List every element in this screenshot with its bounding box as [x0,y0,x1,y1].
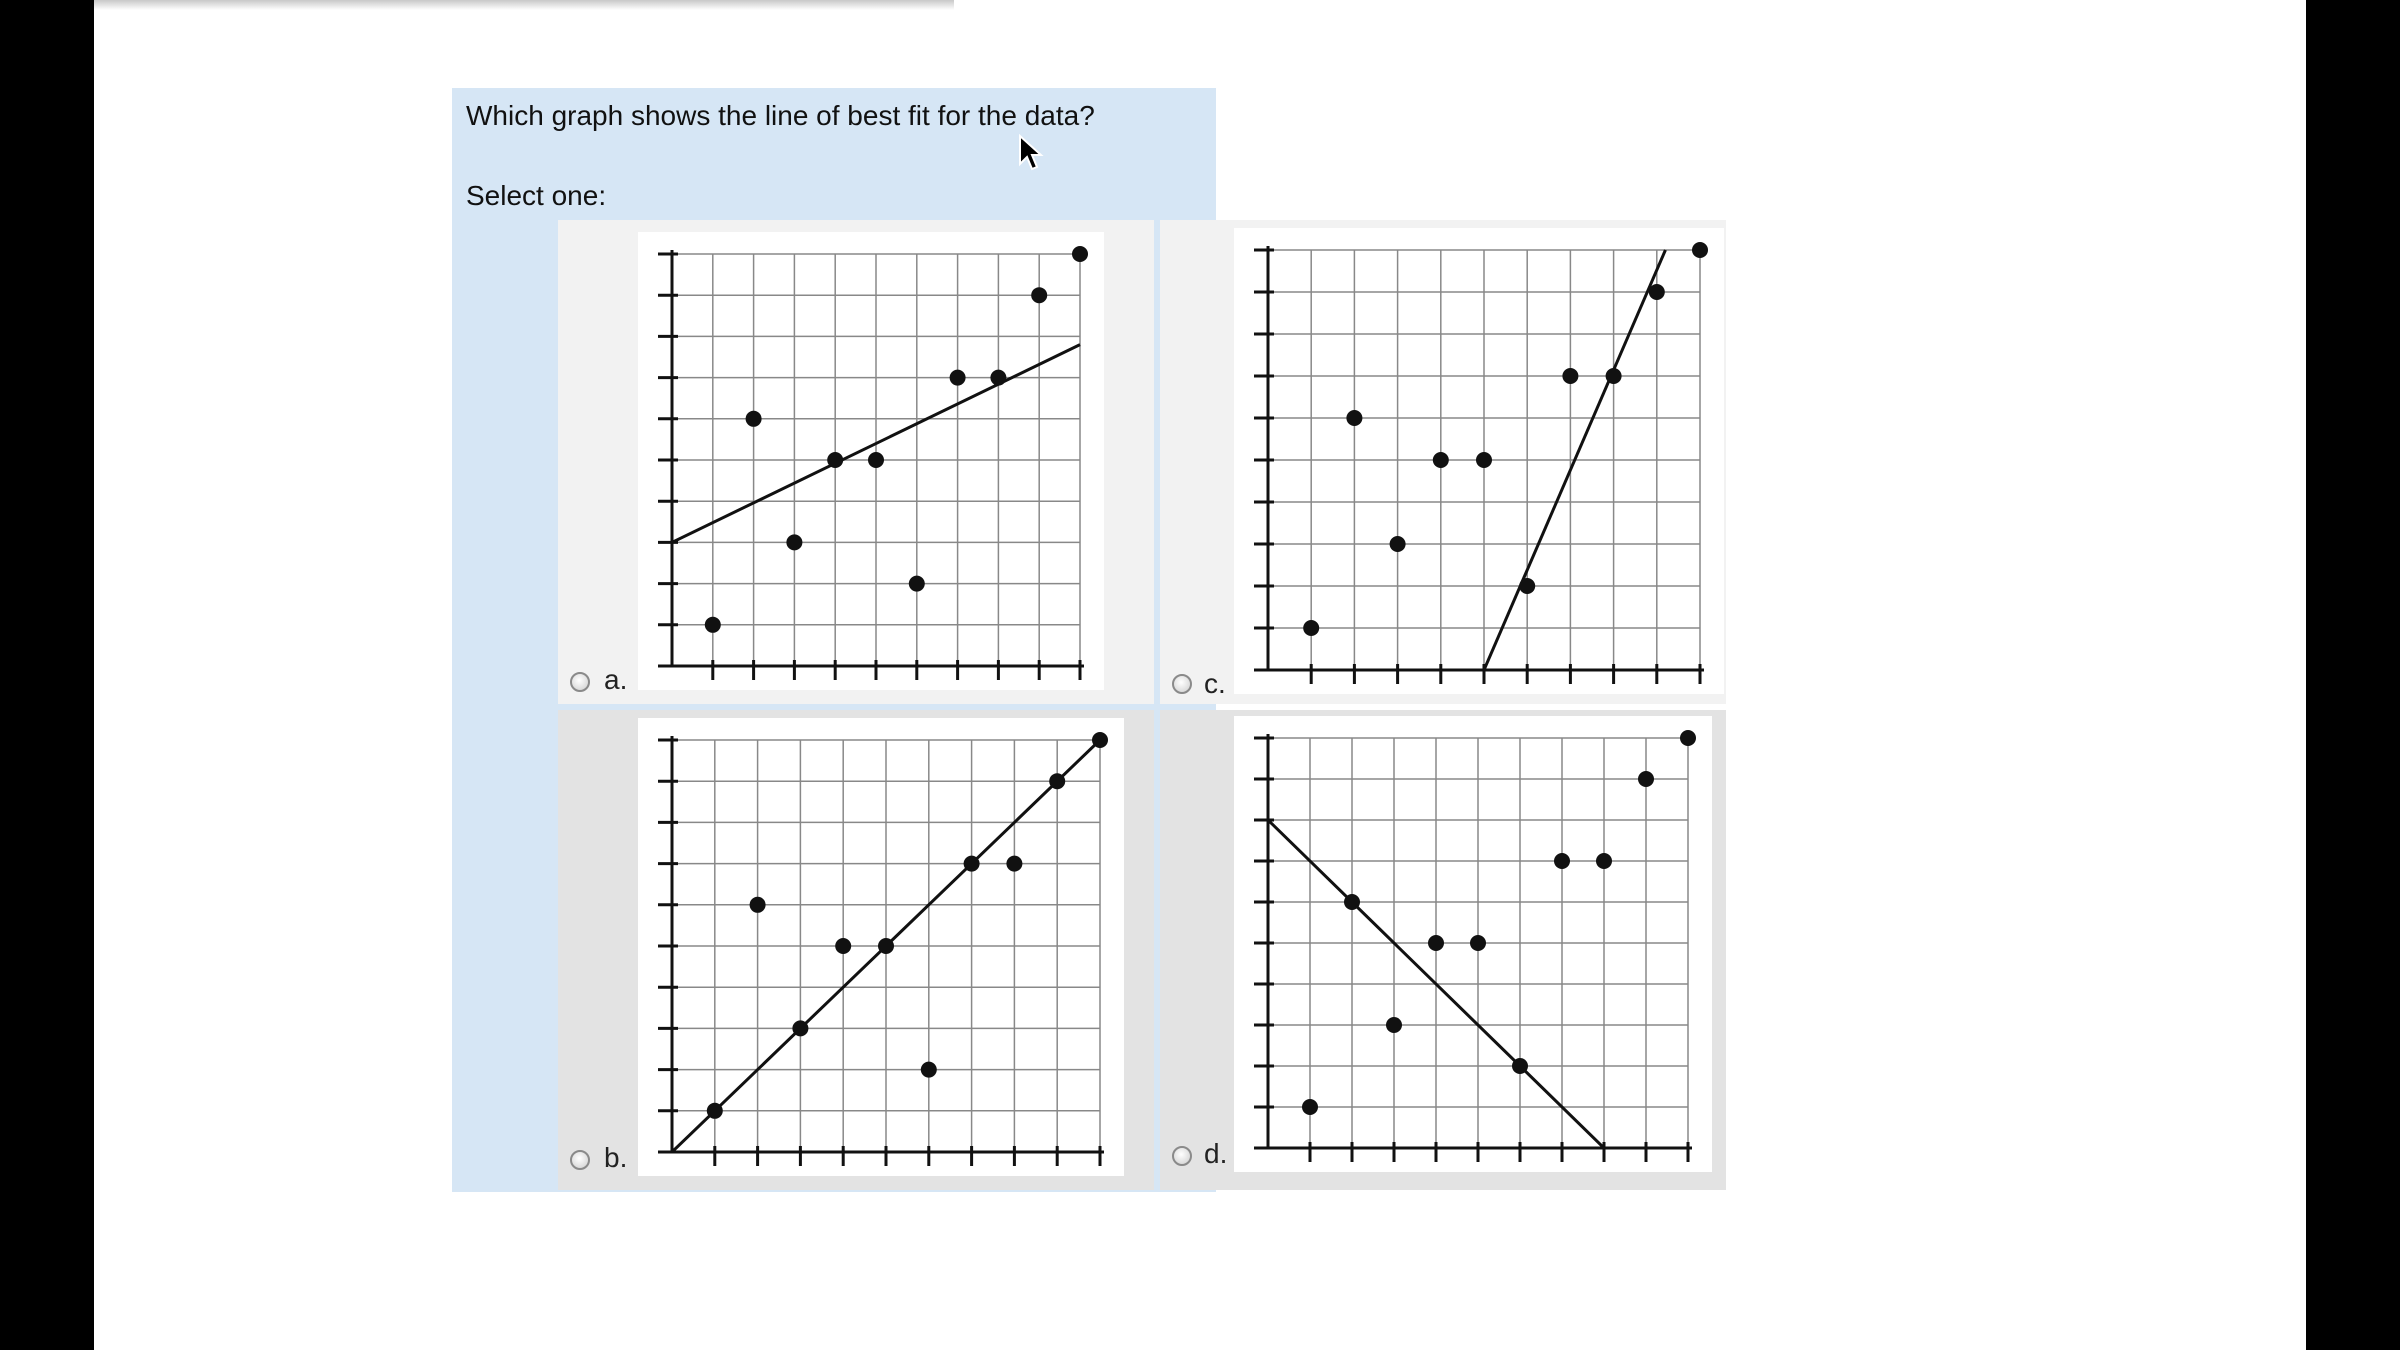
option-b-radio[interactable] [570,1150,590,1170]
data-point [1562,368,1578,384]
option-c-label[interactable]: c. [1204,668,1226,699]
data-point [909,576,925,592]
data-point [1512,1058,1528,1074]
option-a-radio[interactable] [570,672,590,692]
option-d-cell[interactable] [1160,710,1726,1190]
option-d-graph [1234,716,1712,1172]
mouse-cursor-icon [1018,134,1044,174]
data-point [1519,578,1535,594]
option-d-radio[interactable] [1172,1146,1192,1166]
data-point [1428,935,1444,951]
data-point [1554,853,1570,869]
option-b-graph [638,718,1124,1176]
data-point [792,1020,808,1036]
data-point [786,534,802,550]
data-point [1390,536,1406,552]
data-point [964,856,980,872]
option-d-label[interactable]: d. [1204,1138,1228,1169]
data-point [1692,242,1708,258]
graph-d [1234,716,1712,1172]
data-point [750,897,766,913]
data-point [1346,410,1362,426]
option-b-cell[interactable] [558,710,1154,1190]
option-a-graph [638,232,1104,690]
data-point [1433,452,1449,468]
graph-b [638,718,1124,1176]
data-point [1596,853,1612,869]
data-point [868,452,884,468]
data-point [921,1062,937,1078]
data-point [1476,452,1492,468]
data-point [990,370,1006,386]
top-shadow [94,0,954,10]
data-point [878,938,894,954]
option-b-label[interactable]: b. [604,1142,628,1173]
data-point [1092,732,1108,748]
data-point [1606,368,1622,384]
data-point [1638,771,1654,787]
data-point [707,1103,723,1119]
data-point [1072,246,1088,262]
select-one-prompt: Select one: [466,180,607,211]
data-point [1344,894,1360,910]
option-c-radio[interactable] [1172,674,1192,694]
data-point [1303,620,1319,636]
data-point [1302,1099,1318,1115]
option-a-label[interactable]: a. [604,664,628,695]
data-point [827,452,843,468]
data-point [1649,284,1665,300]
graph-c [1234,228,1724,694]
graph-a [638,232,1104,690]
data-point [1031,287,1047,303]
data-point [1470,935,1486,951]
data-point [1049,773,1065,789]
data-point [950,370,966,386]
option-c-graph [1234,228,1724,694]
option-c-cell[interactable] [1160,220,1726,704]
data-point [835,938,851,954]
data-point [1006,856,1022,872]
data-point [746,411,762,427]
option-a-cell[interactable] [558,220,1154,704]
data-point [1386,1017,1402,1033]
data-point [705,617,721,633]
question-text: Which graph shows the line of best fit for the data? [466,100,1095,131]
data-point [1680,730,1696,746]
